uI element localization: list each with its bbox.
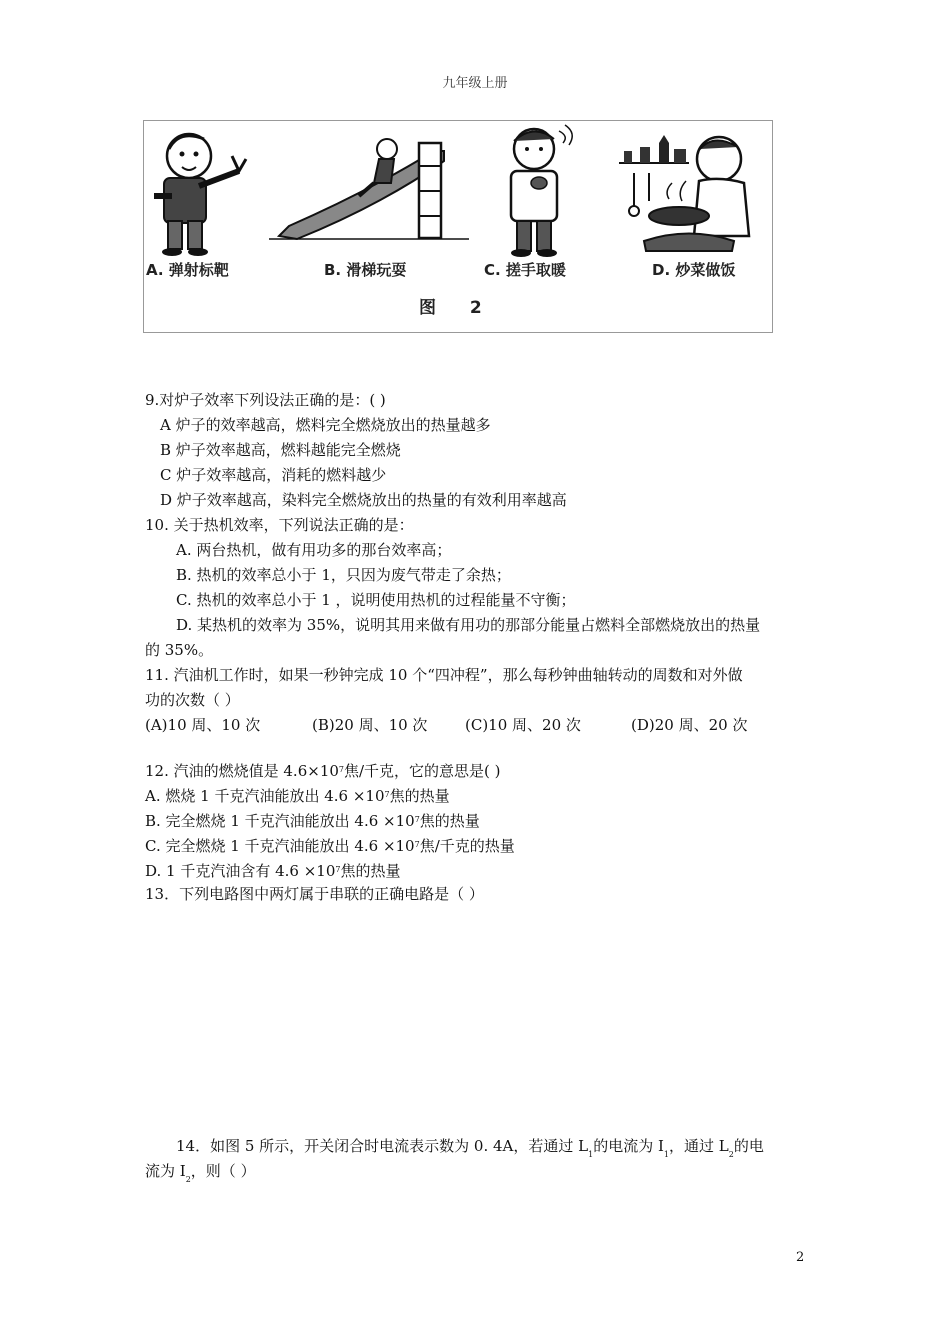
- q10-option-d-continuation: 的 35%。: [145, 641, 214, 659]
- q9-option-c: C 炉子效率越高，消耗的燃料越少: [160, 466, 387, 484]
- caption-d: D. 炒菜做饭: [652, 261, 736, 279]
- q12-stem: 12. 汽油的燃烧值是 $4.6\times 10^7$焦/千克，它的意思是( ): [145, 762, 501, 780]
- q9-option-b: B 炉子效率越高，燃料越能完全燃烧: [160, 441, 401, 459]
- q10-option-c: C. 热机的效率总小于 1 ，说明使用热机的过程能量不守衡；: [176, 591, 576, 609]
- q9-option-a: A 炉子的效率越高，燃料完全燃烧放出的热量越多: [160, 416, 491, 434]
- figure-2: [143, 120, 773, 333]
- figure-label: 图 2: [419, 298, 496, 318]
- q10-stem: 10. 关于热机效率，下列说法正确的是：: [145, 516, 414, 534]
- q11-option-d: (D)20 周、20 次: [631, 716, 748, 734]
- q12-option-b: B. 完全燃烧 1 千克汽油能放出 $4.6 \times 10^7$焦的热量: [145, 812, 480, 830]
- q11-option-c: (C)10 周、20 次: [465, 716, 581, 734]
- q12-option-c: C. 完全燃烧 1 千克汽油能放出 $4.6 \times 10^7$焦/千克的热量: [145, 837, 515, 855]
- q10-option-d: D. 某热机的效率为 35%，说明其用来做有用功的那部分能量占燃料全部燃烧放出的热量: [176, 616, 761, 634]
- q13-stem: 13．下列电路图中两灯属于串联的正确电路是（ ）: [145, 885, 484, 903]
- caption-c: C. 搓手取暖: [484, 261, 566, 279]
- q9-option-d: D 炉子效率越高，染料完全燃烧放出的热量的有效利用率越高: [160, 491, 567, 509]
- page-number: 2: [796, 1250, 805, 1265]
- q10-option-b: B. 热机的效率总小于 1，只因为废气带走了余热；: [176, 566, 511, 584]
- q10-option-a: A. 两台热机，做有用功多的那台效率高；: [176, 541, 452, 559]
- q9-stem: 9.对炉子效率下列设法正确的是：( ): [145, 391, 386, 409]
- q14-line2: 流为 $I_2$，则（ ）: [145, 1162, 256, 1184]
- caption-a: A. 弹射标靶: [146, 261, 229, 279]
- q12-option-a: A. 燃烧 1 千克汽油能放出 $4.6 \times 10^7$焦的热量: [145, 787, 450, 805]
- page-header: 九年级上册: [442, 76, 508, 91]
- caption-b: B. 滑梯玩耍: [324, 261, 407, 279]
- q11-line1: 11. 汽油机工作时，如果一秒钟完成 10 个“四冲程”，那么每秒钟曲轴转动的周数和对外做: [145, 666, 743, 684]
- q14-line1: 14．如图 5 所示，开关闭合时电流表示数为 0. 4A，若通过 $L_1$的电流为 $I_1$，通过 $L_2$的电: [176, 1137, 764, 1159]
- q11-line2: 功的次数（ ）: [145, 691, 240, 709]
- q11-option-b: (B)20 周、10 次: [312, 716, 428, 734]
- q11-option-a: (A)10 周、10 次: [145, 716, 261, 734]
- q12-option-d: D. 1 千克汽油含有 $4.6 \times 10^7$焦的热量: [145, 862, 401, 880]
